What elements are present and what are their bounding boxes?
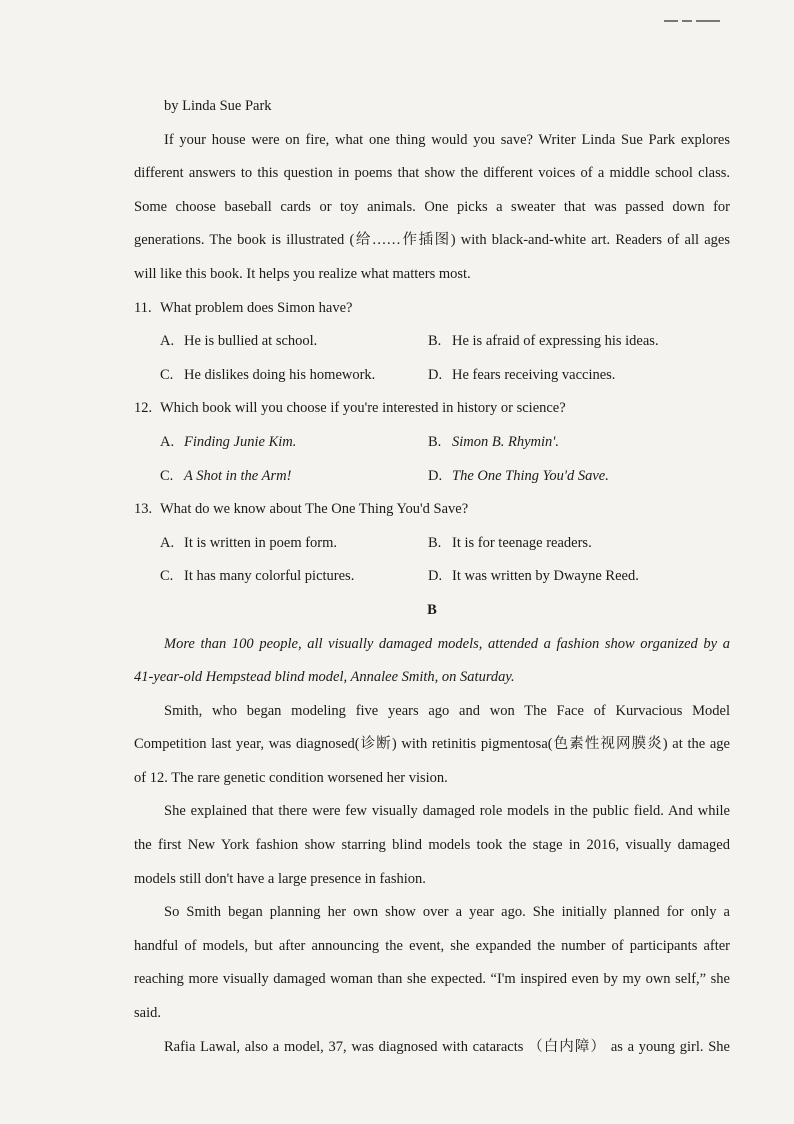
passage-b-line: reaching more visually damaged woman than she expected. “I'm inspired even by my own self,” she (134, 971, 730, 988)
option-text: He fears receiving vaccines. (452, 366, 616, 383)
passage-b-line: handful of models, but after announcing the event, she expanded the number of participants after (134, 937, 730, 954)
byline: by Linda Sue Park (164, 98, 272, 114)
passage-a-line: will like this book. It helps you realize what matters most. (134, 265, 471, 282)
question-number: 11. (134, 299, 152, 316)
passage-b (134, 628, 730, 1065)
section-b-heading: B (427, 601, 437, 618)
option-letter: C. (160, 366, 174, 383)
option-letter: B. (428, 333, 442, 350)
question-stem: What problem does Simon have? (160, 299, 353, 316)
passage-b-line: Rafia Lawal, also a model, 37, was diagnosed with cataracts （白内障） as a young girl. She (164, 1038, 730, 1055)
option-text: The One Thing You'd Save. (452, 467, 609, 484)
question-13 (134, 493, 730, 594)
question-12 (134, 392, 730, 493)
option-letter: D. (428, 568, 443, 585)
option-letter: B. (428, 534, 442, 551)
question-stem: What do we know about The One Thing You'd Save? (160, 501, 469, 518)
option-letter: A. (160, 333, 175, 350)
question-number: 12. (134, 400, 153, 417)
option-letter: D. (428, 366, 443, 383)
passage-b-line: models still don't have a large presence in fashion. (134, 870, 426, 887)
page-content (134, 90, 730, 1064)
passage-a-line: Some choose baseball cards or toy animals. One picks a sweater that was passed down for (134, 198, 730, 215)
question-number: 13. (134, 501, 153, 518)
option-text: It is written in poem form. (184, 534, 338, 551)
passage-a-line: different answers to this question in poems that show the different voices of a middle school class. (134, 165, 730, 182)
option-letter: C. (160, 467, 174, 484)
passage-b-line: Smith, who began modeling five years ago and won The Face of Kurvacious Model (164, 702, 730, 719)
passage-b-line: 41-year-old Hempstead blind model, Annalee Smith, on Saturday. (134, 669, 515, 686)
option-letter: B. (428, 433, 442, 450)
question-stem: Which book will you choose if you're interested in history or science? (160, 400, 566, 417)
passage-b-line: the first New York fashion show starring blind models took the stage in 2016, visually damaged (134, 837, 730, 854)
passage-b-line: More than 100 people, all visually damaged models, attended a fashion show organized by a (164, 635, 730, 652)
question-11 (134, 292, 730, 393)
passage-a-line: generations. The book is illustrated (给……作插图) with black-and-white art. Readers of all ages (134, 232, 730, 249)
option-text: He is afraid of expressing his ideas. (452, 333, 659, 350)
passage-b-line: So Smith began planning her own show over a year ago. She initially planned for only a (164, 904, 730, 921)
option-letter: A. (160, 534, 175, 551)
passage-b-line: said. (134, 1005, 161, 1022)
option-text: It has many colorful pictures. (184, 568, 355, 585)
corner-scan-mark (664, 12, 724, 20)
option-letter: A. (160, 433, 175, 450)
passage-b-line: of 12. The rare genetic condition worsened her vision. (134, 769, 448, 786)
option-text: Simon B. Rhymin'. (452, 433, 560, 450)
passage-a (134, 124, 730, 292)
option-text: A Shot in the Arm! (184, 467, 292, 484)
option-text: It was written by Dwayne Reed. (452, 568, 639, 585)
option-text: He is bullied at school. (184, 333, 318, 350)
option-letter: C. (160, 568, 174, 585)
passage-a-line: If your house were on fire, what one thing would you save? Writer Linda Sue Park explores (164, 131, 730, 148)
passage-b-line: She explained that there were few visually damaged role models in the public field. And while (164, 803, 730, 820)
option-text: It is for teenage readers. (452, 534, 592, 551)
option-text: He dislikes doing his homework. (184, 366, 376, 383)
option-letter: D. (428, 467, 443, 484)
option-text: Finding Junie Kim. (184, 433, 297, 450)
passage-b-line: Competition last year, was diagnosed(诊断) with retinitis pigmentosa(色素性视网膜炎) at the age (134, 736, 730, 753)
